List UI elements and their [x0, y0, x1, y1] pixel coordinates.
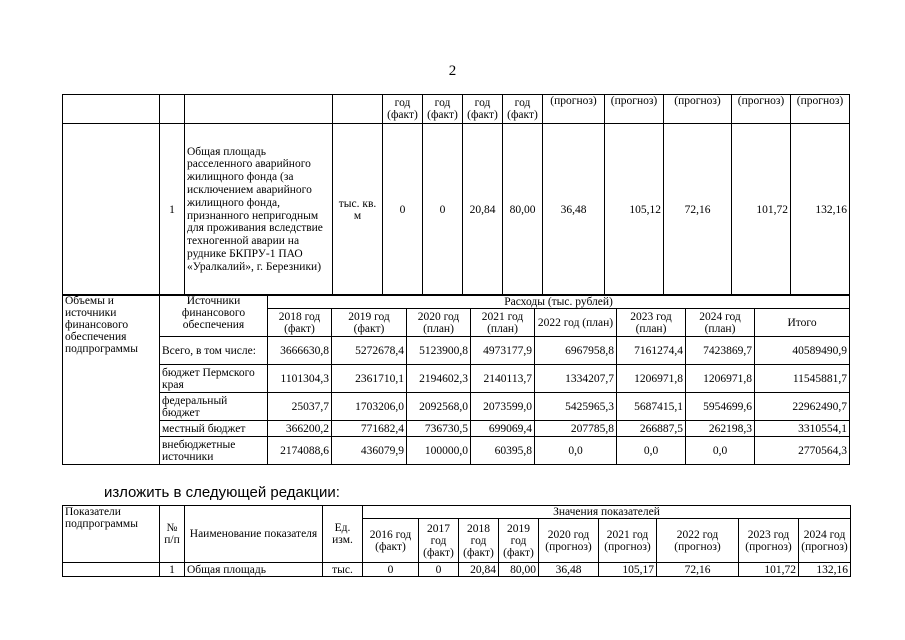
value-cell: 2073599,0 — [471, 393, 535, 421]
value-cell: 266887,5 — [617, 421, 686, 437]
total-header: Итого — [755, 309, 850, 337]
total-cell: 11545881,7 — [755, 365, 850, 393]
value-cell: 736730,5 — [407, 421, 471, 437]
value-cell: 132,16 — [799, 563, 851, 577]
value-cell: 0 — [363, 563, 419, 577]
unit-cell: тыс. — [323, 563, 363, 577]
blank-cell — [63, 95, 160, 124]
year-header: (прогноз) — [605, 95, 664, 124]
value-cell: 4973177,9 — [471, 337, 535, 365]
total-cell: 40589490,9 — [755, 337, 850, 365]
source-name: местный бюджет — [160, 421, 268, 437]
values-header: Значения показателей — [363, 506, 851, 519]
unit-cell: тыс. кв. м — [333, 124, 383, 296]
value-cell: 0,0 — [535, 437, 617, 465]
total-cell: 22962490,7 — [755, 393, 850, 421]
total-cell: 3310554,1 — [755, 421, 850, 437]
value-cell: 436079,9 — [332, 437, 407, 465]
value-cell: 771682,4 — [332, 421, 407, 437]
value-cell: 0,0 — [686, 437, 755, 465]
value-cell: 2092568,0 — [407, 393, 471, 421]
value-cell: 105,17 — [599, 563, 657, 577]
value-cell: 2140113,7 — [471, 365, 535, 393]
indicators-table-new — [62, 505, 851, 577]
value-cell: 1206971,8 — [686, 365, 755, 393]
indicator-name: Общая площадь расселенного аварийного жилищного фонда (за исключением аварийного жилищного фонда, признанного непригодным для проживания вследствие техногенной аварии на руднике БКПРУ-1 ПАО «Уралкалий», г. Березники) — [185, 124, 333, 296]
amendment-phrase: изложить в следующей редакции: — [104, 484, 340, 501]
value-cell: 72,16 — [657, 563, 739, 577]
value-cell: 7423869,7 — [686, 337, 755, 365]
expenses-header: Расходы (тыс. рублей) — [268, 295, 850, 309]
year-header: 2024 год (прогноз) — [799, 519, 851, 563]
finance-table — [62, 294, 850, 465]
year-header: (прогноз) — [664, 95, 732, 124]
year-header: 2023 год (прогноз) — [739, 519, 799, 563]
value-cell: 5687415,1 — [617, 393, 686, 421]
value-cell: 2361710,1 — [332, 365, 407, 393]
value-cell: 0 — [383, 124, 423, 296]
value-cell: 3666630,8 — [268, 337, 332, 365]
value-cell: 6967958,8 — [535, 337, 617, 365]
value-cell: 5954699,6 — [686, 393, 755, 421]
value-cell: 20,84 — [459, 563, 499, 577]
year-header: (прогноз) — [543, 95, 605, 124]
value-cell: 207785,8 — [535, 421, 617, 437]
value-cell: 5272678,4 — [332, 337, 407, 365]
blank-cell — [63, 124, 160, 296]
value-cell: 20,84 — [463, 124, 503, 296]
value-cell: 101,72 — [739, 563, 799, 577]
year-header: 2019 год (факт) — [332, 309, 407, 337]
value-cell: 36,48 — [543, 124, 605, 296]
value-cell: 80,00 — [503, 124, 543, 296]
value-cell: 100000,0 — [407, 437, 471, 465]
value-cell: 25037,7 — [268, 393, 332, 421]
year-header: 2021 год (прогноз) — [599, 519, 657, 563]
page-number: 2 — [448, 63, 457, 79]
year-header: 2022 год (план) — [535, 309, 617, 337]
num-header: № п/п — [160, 506, 185, 563]
year-header: 2020 год (план) — [407, 309, 471, 337]
value-cell: 132,16 — [791, 124, 850, 296]
row-number: 1 — [160, 124, 185, 296]
value-cell: 1206971,8 — [617, 365, 686, 393]
unit-header: Ед. изм. — [323, 506, 363, 563]
value-cell: 36,48 — [539, 563, 599, 577]
year-header: 2019 год (факт) — [499, 519, 539, 563]
year-header: 2017 год (факт) — [419, 519, 459, 563]
year-header: (прогноз) — [732, 95, 791, 124]
year-header: год (факт) — [383, 95, 423, 124]
total-cell: 2770564,3 — [755, 437, 850, 465]
year-header: год (факт) — [503, 95, 543, 124]
source-name: федеральный бюджет — [160, 393, 268, 421]
value-cell: 1703206,0 — [332, 393, 407, 421]
value-cell: 80,00 — [499, 563, 539, 577]
value-cell: 2174088,6 — [268, 437, 332, 465]
year-header: (прогноз) — [791, 95, 850, 124]
year-header: 2020 год (прогноз) — [539, 519, 599, 563]
indicators-label: Показатели подпрограммы — [63, 506, 160, 563]
blank-cell — [160, 95, 185, 124]
name-header: Наименование показателя — [185, 506, 323, 563]
source-name: внебюджетные источники — [160, 437, 268, 465]
value-cell: 7161274,4 — [617, 337, 686, 365]
value-cell: 101,72 — [732, 124, 791, 296]
year-header: год (факт) — [463, 95, 503, 124]
value-cell: 0,0 — [617, 437, 686, 465]
blank-cell — [185, 95, 333, 124]
year-header: 2016 год (факт) — [363, 519, 419, 563]
value-cell: 1101304,3 — [268, 365, 332, 393]
year-header: 2021 год (план) — [471, 309, 535, 337]
sources-header: Источники финансового обеспечения — [160, 295, 268, 337]
source-name: Всего, в том числе: — [160, 337, 268, 365]
value-cell: 1334207,7 — [535, 365, 617, 393]
year-header: 2018 год (факт) — [268, 309, 332, 337]
value-cell: 699069,4 — [471, 421, 535, 437]
year-header: 2023 год (план) — [617, 309, 686, 337]
value-cell: 0 — [423, 124, 463, 296]
value-cell: 60395,8 — [471, 437, 535, 465]
value-cell: 2194602,3 — [407, 365, 471, 393]
blank-cell — [63, 563, 160, 577]
year-header: год (факт) — [423, 95, 463, 124]
indicator-name: Общая площадь — [185, 563, 323, 577]
row-number: 1 — [160, 563, 185, 577]
value-cell: 72,16 — [664, 124, 732, 296]
year-header: 2024 год (план) — [686, 309, 755, 337]
blank-cell — [333, 95, 383, 124]
source-name: бюджет Пермского края — [160, 365, 268, 393]
value-cell: 5425965,3 — [535, 393, 617, 421]
value-cell: 366200,2 — [268, 421, 332, 437]
finance-label: Объемы и источники финансового обеспечения подпрограммы — [63, 295, 160, 465]
year-header: 2018 год (факт) — [459, 519, 499, 563]
value-cell: 0 — [419, 563, 459, 577]
value-cell: 5123900,8 — [407, 337, 471, 365]
indicators-table-continued — [62, 94, 850, 296]
year-header: 2022 год (прогноз) — [657, 519, 739, 563]
value-cell: 105,12 — [605, 124, 664, 296]
value-cell: 262198,3 — [686, 421, 755, 437]
